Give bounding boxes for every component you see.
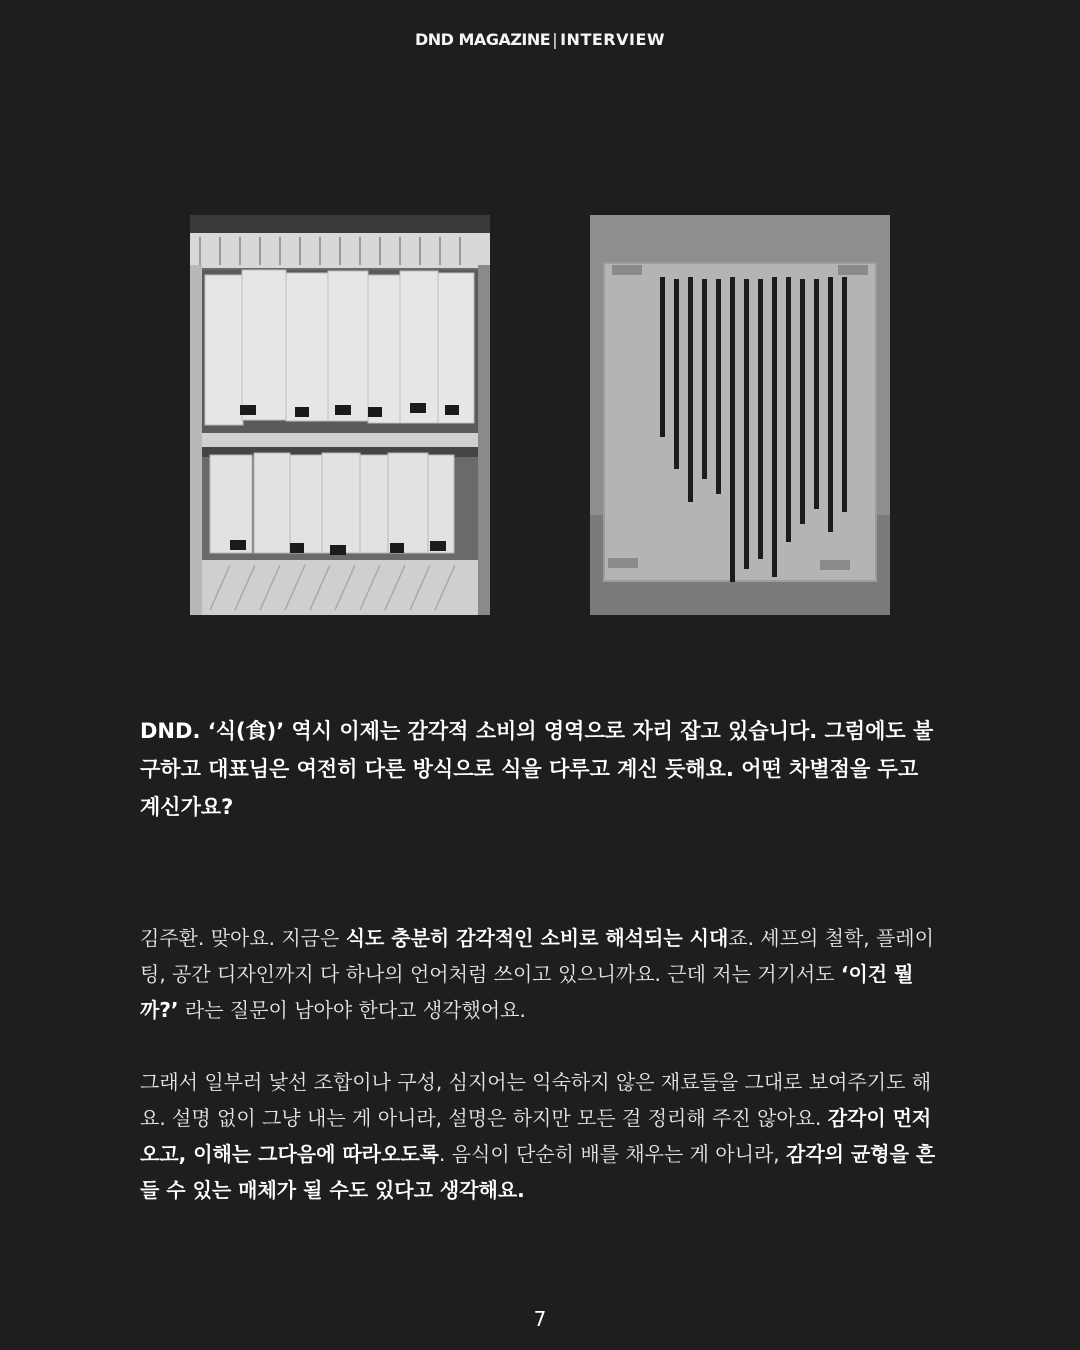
- answer-1-emphasis-2: ‘이건 뭘까?’: [140, 962, 914, 1022]
- photo-handwritten-note: [590, 215, 890, 615]
- answer-speaker: 김주환.: [140, 926, 205, 950]
- answer-2-emphasis-1: 감각이 먼저 오고, 이해는 그다음에 따라오도록: [140, 1106, 932, 1166]
- question-text: ‘식(食)’ 역시 이제는 감각적 소비의 영역으로 자리 잡고 있습니다. 그럼에도 불구하고 대표님은 여전히 다른 방식으로 식을 다루고 계신 듯해요. 어떤 차별점을 두고 계신가요?: [140, 719, 934, 819]
- page-number: 7: [533, 1307, 547, 1331]
- magazine-header: [0, 30, 1080, 49]
- photo-shelf-paper-menus: [190, 215, 490, 615]
- answer-1-text-1: 맞아요. 지금은: [210, 926, 346, 950]
- answer-2-emphasis-2: 감각의 균형을 흔들 수 있는 매체가 될 수도 있다고 생각해요.: [140, 1142, 936, 1202]
- answer-1-text-2: 죠. 셰프의 철학, 플레이팅, 공간 디자인까지 다 하나의 언어처럼 쓰이고 있으니까요. 근데 저는 거기서도: [140, 926, 934, 986]
- handwritten-note-image: [590, 215, 890, 615]
- interview-answer-1: [140, 920, 940, 1028]
- interview-answer-2: [140, 1064, 940, 1208]
- section-label: INTERVIEW: [560, 30, 666, 49]
- question-prefix: DND.: [140, 719, 201, 743]
- answer-2-text-1: 그래서 일부러 낯선 조합이나 구성, 심지어는 익숙하지 않은 재료들을 그대로 보여주기도 해요. 설명 없이 그냥 내는 게 아니라, 설명은 하지만 모든 걸 정리해 주진 않아요.: [140, 1070, 932, 1130]
- interview-question: [140, 712, 940, 826]
- magazine-brand: DND MAGAZINE: [414, 30, 551, 49]
- shelf-photo-image: [190, 215, 490, 615]
- answer-2-text-2: . 음식이 단순히 배를 채우는 게 아니라,: [438, 1142, 786, 1166]
- header-separator: |: [552, 30, 559, 49]
- answer-1-emphasis-1: 식도 충분히 감각적인 소비로 해석되는 시대: [345, 926, 729, 950]
- answer-1-text-3: 라는 질문이 남아야 한다고 생각했어요.: [178, 998, 526, 1022]
